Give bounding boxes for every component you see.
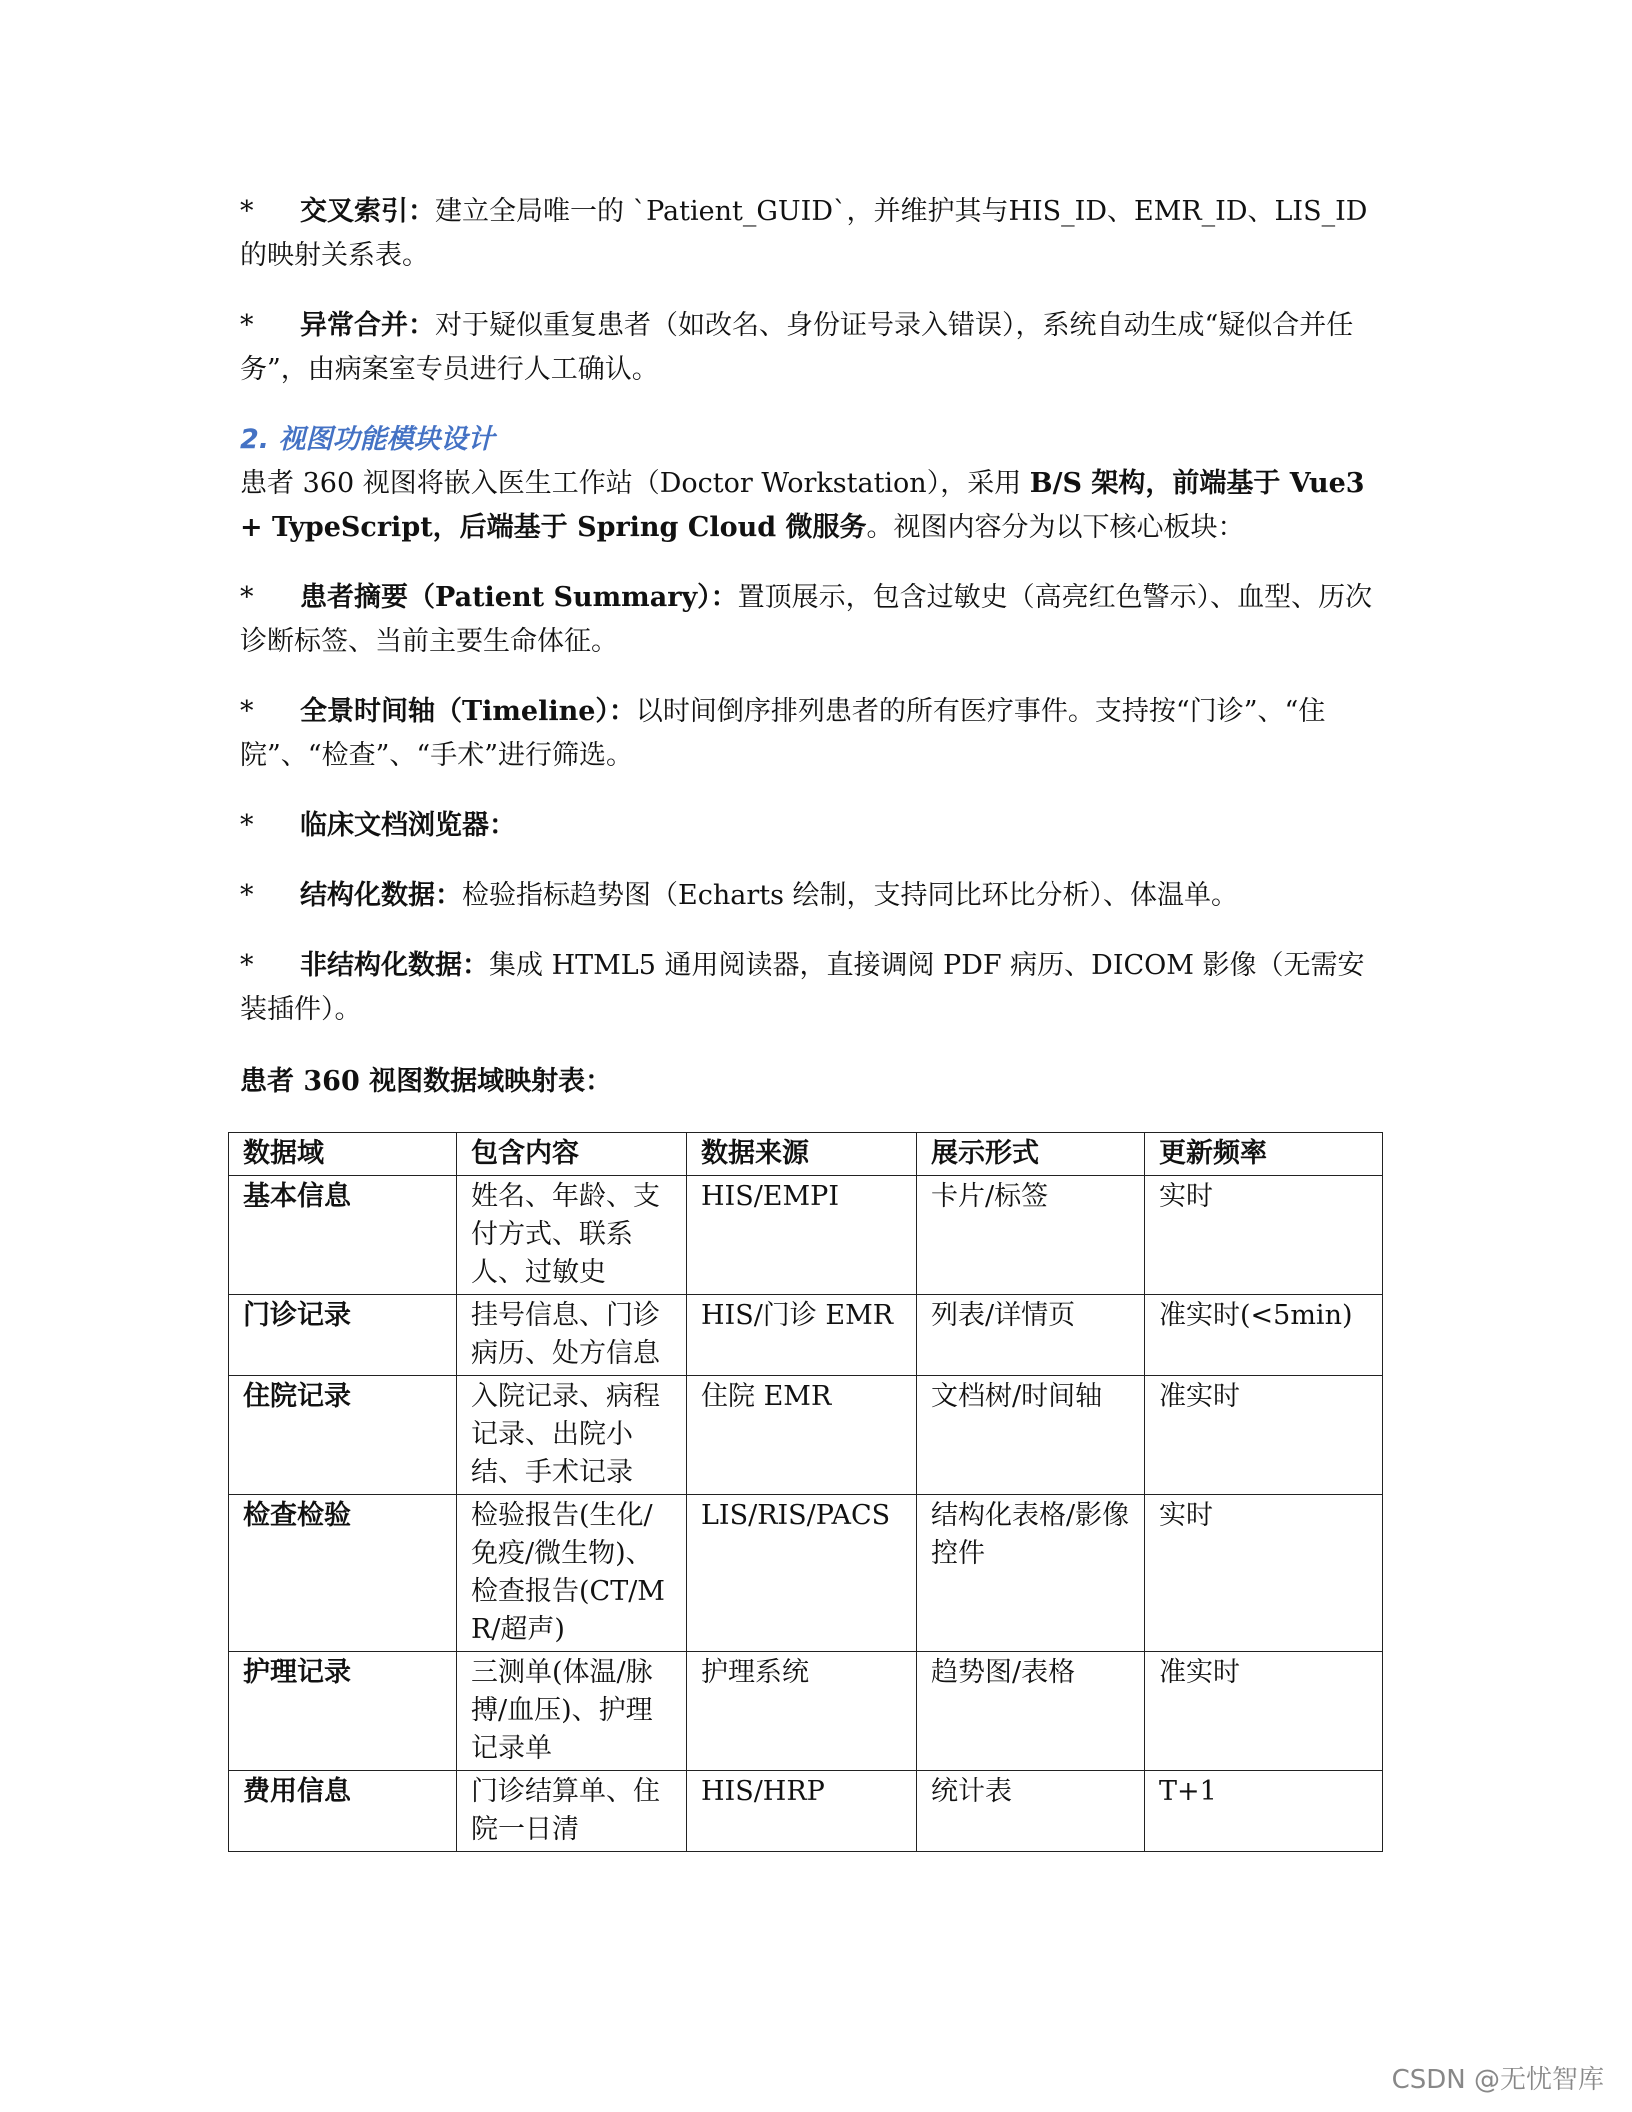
table-cell: 文档树/时间轴	[917, 1376, 1145, 1495]
header-cell: 包含内容	[457, 1133, 687, 1176]
table-cell: LIS/RIS/PACS	[687, 1495, 917, 1652]
table-cell: HIS/门诊 EMR	[687, 1295, 917, 1376]
intro-text: 患者 360 视图将嵌入医生工作站（Doctor Workstation），采用	[240, 468, 1030, 499]
bullet-label: 全景时间轴（Timeline）：	[300, 696, 636, 727]
bullet-marker: *	[240, 582, 254, 613]
bullet-label: 结构化数据：	[300, 880, 462, 911]
table-row	[229, 1295, 1383, 1376]
bullet-text: 对于疑似重复患者（如改名、身份证号录入错误），系统自动生成“疑似合并任务”，由病案室专员进行人工确认。	[240, 310, 1354, 385]
table-cell: 护理系统	[687, 1652, 917, 1771]
table-row	[229, 1495, 1383, 1652]
bullet-label: 临床文档浏览器：	[300, 810, 516, 841]
table-cell: 费用信息	[229, 1771, 457, 1852]
table-title: 患者 360 视图数据域映射表：	[240, 1066, 613, 1097]
bullet-label: 交叉索引：	[300, 196, 435, 227]
bullet-cross-index	[240, 190, 1390, 278]
data-domain-table	[228, 1132, 1383, 1852]
table-cell: 统计表	[917, 1771, 1145, 1852]
table-cell: 住院 EMR	[687, 1376, 917, 1495]
table-cell: 趋势图/表格	[917, 1652, 1145, 1771]
table-cell: 入院记录、病程记录、出院小结、手术记录	[457, 1376, 687, 1495]
bullet-text: 以时间倒序排列患者的所有医疗事件。支持按“门诊”、“住院”、“检查”、“手术”进行筛选。	[240, 696, 1326, 771]
table-header-row	[229, 1133, 1383, 1176]
table-cell: 姓名、年龄、支付方式、联系人、过敏史	[457, 1176, 687, 1295]
table-row	[229, 1771, 1383, 1852]
bullet-label: 患者摘要（Patient Summary）：	[300, 582, 738, 613]
intro-bold-text: B/S 架构，前端基于 Vue3 + TypeScript，后端基于 Spring Cloud 微服务	[240, 468, 1365, 543]
table-cell: 住院记录	[229, 1376, 457, 1495]
table-cell: 实时	[1145, 1495, 1383, 1652]
table-cell: HIS/EMPI	[687, 1176, 917, 1295]
table-cell: 准实时	[1145, 1652, 1383, 1771]
bullet-marker: *	[240, 810, 254, 841]
table-row	[229, 1376, 1383, 1495]
header-cell: 数据来源	[687, 1133, 917, 1176]
table-cell: T+1	[1145, 1771, 1383, 1852]
table-cell: 准实时	[1145, 1376, 1383, 1495]
bullet-structured	[240, 874, 1390, 918]
table-cell: 护理记录	[229, 1652, 457, 1771]
header-cell: 数据域	[229, 1133, 457, 1176]
bullet-marker: *	[240, 310, 254, 341]
table-cell: 门诊记录	[229, 1295, 457, 1376]
section-heading: 2. 视图功能模块设计	[240, 424, 495, 455]
bullet-marker: *	[240, 696, 254, 727]
bullet-marker: *	[240, 880, 254, 911]
document-body	[240, 190, 1390, 1134]
bullet-text: 置顶展示，包含过敏史（高亮红色警示）、血型、历次诊断标签、当前主要生命体征。	[240, 582, 1373, 657]
bullet-doc-browser	[240, 804, 1390, 848]
bullet-text: 集成 HTML5 通用阅读器，直接调阅 PDF 病历、DICOM 影像（无需安装插件）。	[240, 950, 1365, 1025]
table-row	[229, 1652, 1383, 1771]
intro-paragraph	[240, 462, 1390, 550]
table-row	[229, 1176, 1383, 1295]
header-cell: 更新频率	[1145, 1133, 1383, 1176]
watermark: CSDN @无忧智库	[1391, 2065, 1604, 2095]
table-cell: 结构化表格/影像控件	[917, 1495, 1145, 1652]
table-cell: 三测单(体温/脉搏/血压)、护理记录单	[457, 1652, 687, 1771]
table-cell: 列表/详情页	[917, 1295, 1145, 1376]
table-cell: 准实时(<5min)	[1145, 1295, 1383, 1376]
header-cell: 展示形式	[917, 1133, 1145, 1176]
bullet-timeline	[240, 690, 1390, 778]
intro-text-end: 。视图内容分为以下核心板块：	[866, 512, 1245, 543]
bullet-text: 检验指标趋势图（Echarts 绘制，支持同比环比分析）、体温单。	[462, 880, 1239, 911]
table-cell: 实时	[1145, 1176, 1383, 1295]
bullet-label: 异常合并：	[300, 310, 435, 341]
table-cell: 检验报告(生化/免疫/微生物)、检查报告(CT/MR/超声)	[457, 1495, 687, 1652]
table-cell: 卡片/标签	[917, 1176, 1145, 1295]
table-cell: 检查检验	[229, 1495, 457, 1652]
bullet-summary	[240, 576, 1390, 664]
bullet-marker: *	[240, 950, 254, 981]
bullet-label: 非结构化数据：	[300, 950, 489, 981]
bullet-text: 建立全局唯一的 `Patient_GUID`，并维护其与HIS_ID、EMR_ID、LIS_ID的映射关系表。	[240, 196, 1368, 271]
bullet-marker: *	[240, 196, 254, 227]
table-cell: 挂号信息、门诊病历、处方信息	[457, 1295, 687, 1376]
bullet-unstructured	[240, 944, 1390, 1032]
table-cell: 基本信息	[229, 1176, 457, 1295]
table-cell: 门诊结算单、住院一日清	[457, 1771, 687, 1852]
table-cell: HIS/HRP	[687, 1771, 917, 1852]
bullet-merge	[240, 304, 1390, 392]
